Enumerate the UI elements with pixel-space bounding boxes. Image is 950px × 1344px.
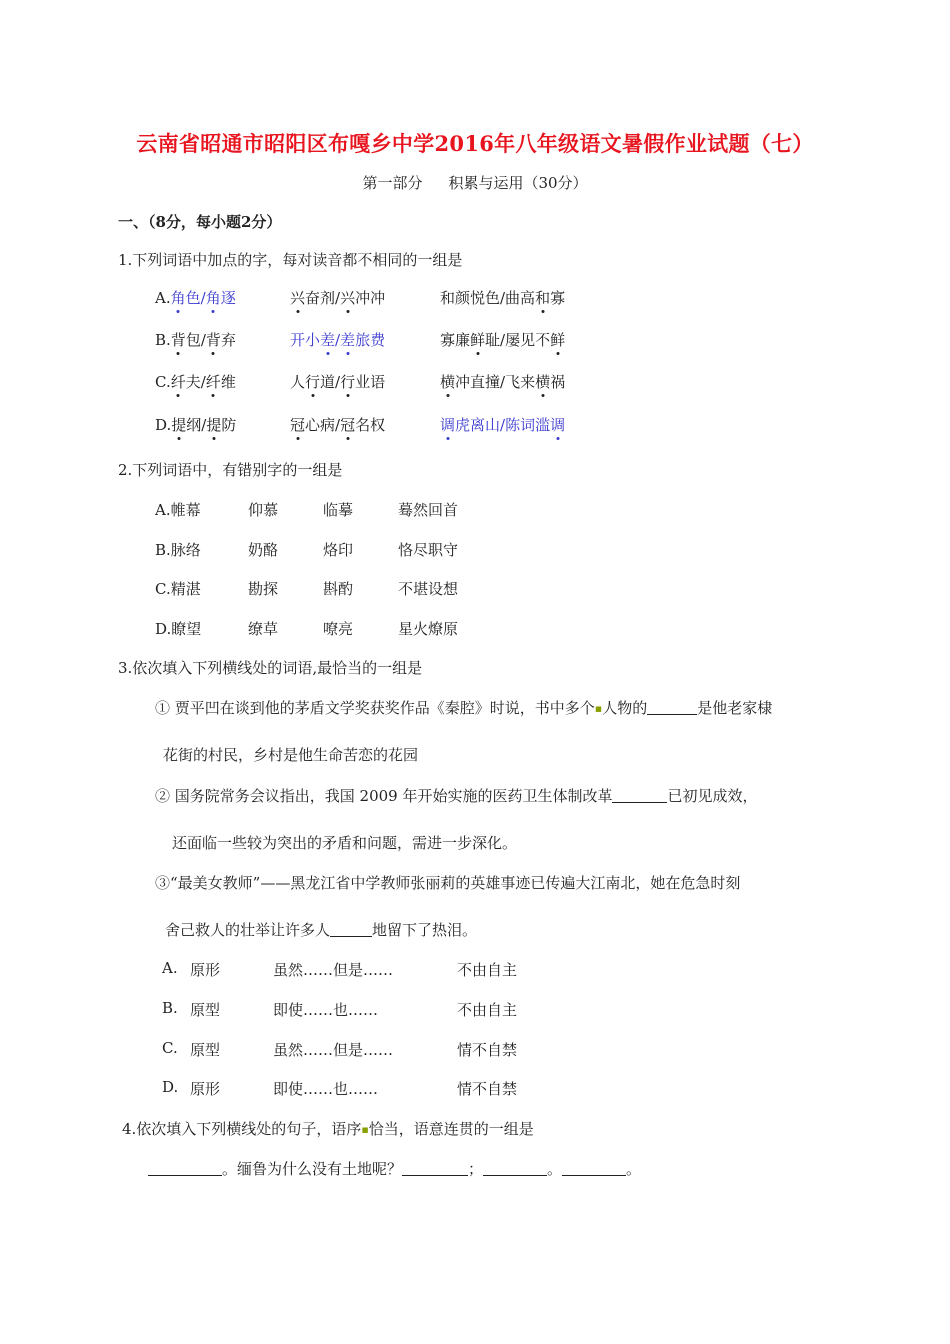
q3-choice-a-word-3: 不由自主 (457, 961, 518, 979)
q2-c-col-1: C.精湛 (155, 580, 201, 598)
q2-b-col-3: 烙印 (323, 541, 354, 559)
question-2-stem: 2.下列词语中，有错别字的一组是 (118, 461, 343, 479)
q3-choice-a-word-1: 原形 (190, 961, 221, 979)
q3-choice-a-word-2: 虽然……但是…… (273, 961, 394, 979)
part-heading (0, 172, 950, 193)
question-3-stem: 3.依次填入下列横线处的词语,最恰当的一组是 (118, 659, 423, 677)
option-a-word-2: 兴奋剂/兴冲冲 (290, 289, 386, 307)
q2-d-col-4: 星火燎原 (398, 620, 459, 638)
option-c-word-2: 人行道/行业语 (290, 373, 386, 391)
question-1-stem: 1.下列词语中加点的字，每对读音都不相同的一组是 (118, 251, 463, 269)
q3-sentence-2-cont: 还面临一些较为突出的矛盾和问题，需进一步深化。 (172, 834, 518, 852)
question-4-blanks: 。缅鲁为什么没有土地呢？ ； 。 。 (148, 1158, 641, 1179)
option-a-word-1: A.角色/角逐 (155, 289, 236, 307)
option-b-word-3: 寡廉鲜耻/屡见不鲜 (440, 331, 566, 349)
section-heading: 一、（8分，每小题2分） (118, 213, 282, 231)
option-d-word-2: 冠心病/冠名权 (290, 416, 386, 434)
q3-choice-b-word-2: 即使……也…… (273, 1001, 379, 1019)
q3-choice-d-word-3: 情不自禁 (457, 1080, 518, 1098)
option-d-word-1: D.提纲/提防 (155, 416, 237, 434)
q3-choice-d-label: D. (162, 1078, 179, 1096)
yellow-mark-icon: ▪ (594, 702, 603, 715)
q2-d-col-3: 嘹亮 (323, 620, 354, 638)
q3-choice-d-word-2: 即使……也…… (273, 1080, 379, 1098)
q2-c-col-2: 勘探 (248, 580, 279, 598)
q3-choice-b-label: B. (162, 999, 178, 1017)
q2-a-col-3: 临摹 (323, 501, 354, 519)
q3-sentence-3: ③“最美女教师”——黑龙江省中学教师张丽莉的英雄事迹已传遍大江南北，她在危急时刻 (155, 874, 741, 892)
option-c-word-3: 横冲直撞/飞来横祸 (440, 373, 566, 391)
q4-blank-2 (402, 1175, 468, 1176)
q3-sentence-1-cont: 花街的村民，乡村是他生命苦恋的花园 (163, 746, 419, 764)
q2-b-col-1: B.脉络 (155, 541, 201, 559)
blank-1 (647, 714, 697, 715)
q2-d-col-2: 缭草 (248, 620, 279, 638)
option-d-word-3: 调虎离山/陈词滥调 (440, 416, 566, 434)
option-b-word-2: 开小差/差旅费 (290, 331, 386, 349)
q3-sentence-1: ① 贾平凹在谈到他的茅盾文学奖获奖作品《秦腔》时说，书中多个▪人物的 是他老家棣 (155, 699, 773, 717)
q3-sentence-2: ② 国务院常务会议指出，我国 2009 年开始实施的医药卫生体制改革 已初见成效， (155, 787, 758, 805)
part-topic: 积累与运用（30分） (448, 174, 588, 192)
part-name: 第一部分 (362, 174, 423, 192)
q3-choice-a-label: A. (162, 959, 178, 977)
q2-a-col-4: 蓦然回首 (398, 501, 459, 519)
q3-choice-d-word-1: 原形 (190, 1080, 221, 1098)
q2-c-col-4: 不堪设想 (398, 580, 459, 598)
q2-a-col-1: A.帷幕 (155, 501, 201, 519)
q4-blank-4 (562, 1175, 626, 1176)
q3-sentence-3-cont: 舍己救人的壮举让许多人 地留下了热泪。 (165, 921, 478, 939)
option-c-word-1: C.纤夫/纤维 (155, 373, 236, 391)
q3-choice-b-word-1: 原型 (190, 1001, 221, 1019)
q4-blank-3 (483, 1175, 547, 1176)
q3-choice-c-word-1: 原型 (190, 1041, 221, 1059)
q2-c-col-3: 斟酌 (323, 580, 354, 598)
yellow-mark-icon: ▪ (361, 1123, 369, 1136)
q3-choice-b-word-3: 不由自主 (457, 1001, 518, 1019)
q3-choice-c-word-3: 情不自禁 (457, 1041, 518, 1059)
q3-choice-c-label: C. (162, 1039, 178, 1057)
q2-b-col-2: 奶酪 (248, 541, 279, 559)
q3-choice-c-word-2: 虽然……但是…… (273, 1041, 394, 1059)
blank-3 (330, 936, 372, 937)
blank-2 (612, 802, 667, 803)
q2-a-col-2: 仰慕 (248, 501, 279, 519)
q2-b-col-4: 恪尽职守 (398, 541, 459, 559)
option-a-word-3: 和颜悦色/曲高和寡 (440, 289, 566, 307)
document-title: 云南省昭通市昭阳区布嘎乡中学2016年八年级语文暑假作业试题（七） (136, 131, 814, 156)
q2-d-col-1: D.瞭望 (155, 620, 202, 638)
question-4-stem: 4.依次填入下列横线处的句子，语序▪恰当，语意连贯的一组是 (122, 1120, 534, 1138)
option-b-word-1: B.背包/背弃 (155, 331, 236, 349)
q4-blank-1 (148, 1175, 222, 1176)
